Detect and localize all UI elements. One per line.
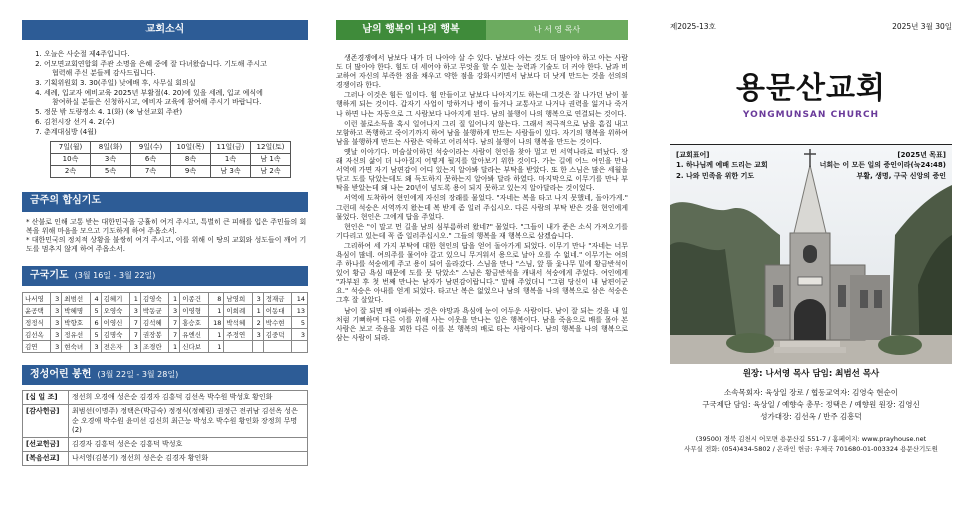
district-name-cell: 이종건 <box>180 293 208 305</box>
church-name: 용문산교회 <box>736 70 886 106</box>
table-cell: 7속 <box>131 165 171 177</box>
district-count-cell: 1 <box>169 341 180 353</box>
district-name-cell: 오영숙 <box>101 305 129 317</box>
table-row <box>23 305 308 317</box>
district-name-cell: 김석혜 <box>140 317 168 329</box>
essay-title: 남의 행복이 나의 행복 <box>336 20 486 40</box>
district-name-cell: 김중덕 <box>263 329 291 341</box>
district-name-cell: 박향호 <box>62 317 90 329</box>
news-item: 3. 기획위원회 3. 30(주일) 낮예배 후, 사무실 회의실 <box>44 79 308 88</box>
essay-paragraph: 옛날 이야기다. 머슴살이하던 석숭이라는 사람이 현인을 찾아 멀고 먼 서역나라로 떠났다. 장래 자신의 삶이 더 나아질지 어떻게 될지를 알아보기 위한 것이다. 가는 길에 어느 여인을 만나 서역에 가면 자기 남편감이 어디 있는지 알아봐 달라는 부탁을 받았다. 또 한 스님은 많은 세월을 닦고 도를 닦았는데도 왜 득도하지 못하는지 알아봐 달라 하였다. 마지막으로 이무기를 만나 부탁을 받았는데 왜 나는 20년이 넘도록 용이 되지 못하고 있는지 알아달라는 것이었다. <box>336 147 628 193</box>
district-name-cell: 정유선 <box>62 329 90 341</box>
essay-paragraph: 현인은 "이 말고 먼 길을 남의 심부름하러 왔네?" 물었다. "그들이 내가 준은 소식 가져오기를 기다리고 있는데 꼭 좀 일러주십시오." 그들의 행복을 재 행복으로 삼겠습니다. <box>336 222 628 240</box>
district-name-cell: 홍승호 <box>180 317 208 329</box>
table-row <box>23 451 308 465</box>
table-row <box>23 405 308 437</box>
district-count-cell: 1 <box>208 329 224 341</box>
district-name-cell: 전은자 <box>101 341 129 353</box>
district-count-cell: 3 <box>130 305 141 317</box>
essay-paragraph: 서역에 도착하여 현인에게 자신의 장래를 물었다. "자네는 복을 타고 나지 못했네, 돌아가게." 그런데 석숭은 서역까지 왔는데 복 받게 좀 일러 주십시오. 다른 사람의 부탁 받은 것을 현인에게 물었다. 현인은 그에게 답을 주었다. <box>336 194 628 221</box>
cover-column <box>640 0 960 528</box>
district-count-cell: 13 <box>292 305 308 317</box>
district-count-cell: 3 <box>51 317 62 329</box>
district-count-cell: 5 <box>90 329 101 341</box>
essay-paragraph: 이런 불로소득을 혹시 일어나지 그리 질 일어나지 않는다. 그래서 적극적으로 남을 흠집 내고 모함하고 폭행하고 죽이기까지 하여 남을 불행하게 만드는 사람들이 있다. 자기의 행복을 위하여 남을 불행하게 만드는 사람은 악하고 어리석다. 남의 불행이 나의 행복을 만드는 것이다. <box>336 119 628 146</box>
district-name-cell: 김명숙 <box>101 329 129 341</box>
district-count-cell: 1 <box>252 305 263 317</box>
district-name-cell: 박석혜 <box>224 317 252 329</box>
news-list <box>44 50 308 137</box>
table-cell: 남 2속 <box>251 165 291 177</box>
district-name-cell: 김영숙 <box>140 293 168 305</box>
news-item: 4. 세례, 입교자 예비교육 2025년 부활절(4. 20)에 있을 세례, 입교 예식에 참여하실 분들은 신청하시고, 예비자 교육에 참여해 주시기 바랍니다. <box>44 89 308 107</box>
table-cell: 11일(금) <box>211 141 251 153</box>
church-name-english: YONGMUNSAN CHURCH <box>742 109 880 120</box>
table-cell: 8속 <box>171 153 211 165</box>
offering-names: 최범선(이명주) 정택은(박금숙) 정정식(정혜림) 권정근 전귀남 김선옥 성은순 오경애 박수원 윤미선 김신희 최근능 박성오 박수원 황인화 장정희 무명(2) <box>69 405 308 437</box>
district-count-cell: 14 <box>292 293 308 305</box>
district-name-cell: 신다보 <box>180 341 208 353</box>
essay-author: 나 서 영 목사 <box>486 20 628 40</box>
district-count-cell: 1 <box>130 293 141 305</box>
district-count-cell: 3 <box>130 341 141 353</box>
news-item: 5. 정문 밖 도량정소 4. 1(화) (※ 남선교회 주관) <box>44 108 308 117</box>
table-cell: 6속 <box>131 153 171 165</box>
district-count-cell: 3 <box>51 293 62 305</box>
news-header: 교회소식 <box>22 20 308 40</box>
district-count-cell: 1 <box>208 341 224 353</box>
table-row <box>23 341 308 353</box>
staff-line: 구국제단 담임: 육상일 / 예향숙 총무: 정택은 / 예향원 원장: 김영신 <box>702 400 920 409</box>
table-cell: 남 3속 <box>211 165 251 177</box>
district-count-cell: 3 <box>51 341 62 353</box>
district-count-cell <box>292 341 308 353</box>
district-count-cell: 7 <box>130 317 141 329</box>
district-count-cell: 3 <box>292 329 308 341</box>
district-count-cell: 18 <box>208 317 224 329</box>
church-photo <box>670 144 952 364</box>
district-name-cell: 김연 <box>23 341 51 353</box>
district-count-cell: 1 <box>169 293 180 305</box>
news-item: 2. 어모면교회연합회 주관 소명을 은혜 중에 잘 다녀왔습니다. 기도해 주시고 협력해 주신 분들께 감사드립니다. <box>44 60 308 78</box>
table-row <box>23 293 308 305</box>
issue-number: 제2025-13호 <box>670 22 716 31</box>
table-row <box>23 437 308 451</box>
prayer-list <box>22 218 308 255</box>
district-count-cell: 5 <box>90 305 101 317</box>
essay-column <box>326 0 632 528</box>
district-count-cell: 3 <box>252 329 263 341</box>
district-name-cell: 이동대 <box>263 305 291 317</box>
district-name-cell: 김혜기 <box>101 293 129 305</box>
table-cell: 12일(토) <box>251 141 291 153</box>
district-prayer-header: 구국기도 (3월 16일 - 3월 22일) <box>22 266 308 286</box>
offering-label: [선교헌금] <box>23 437 69 451</box>
table-cell: 남 1속 <box>251 153 291 165</box>
table-cell: 1속 <box>211 153 251 165</box>
table-cell: 9속 <box>171 165 211 177</box>
prayer-item: * 산불로 인해 고통 받는 대한민국을 긍휼히 여겨 주시고, 특별히 큰 피해를 입은 주민들의 회복을 위해 마음을 모으고 기도하게 하여 주옵소서. <box>26 217 307 235</box>
table-cell: 10일(목) <box>171 141 211 153</box>
announcements-column <box>0 0 318 528</box>
staff-info <box>670 387 952 422</box>
goal-title: [2025년 목표] <box>897 150 946 159</box>
district-count-cell <box>252 341 263 353</box>
district-count-cell: 3 <box>51 329 62 341</box>
district-name-cell: 박동균 <box>140 305 168 317</box>
ministers-line: 원장: 나서영 목사 담임: 최범선 목사 <box>742 368 880 379</box>
motto-line: 2. 나와 민족을 위한 기도 <box>676 171 755 180</box>
news-item: 7. 춘계대심방 (4월) <box>44 128 308 137</box>
district-name-cell: 윤공택 <box>23 305 51 317</box>
table-row <box>23 329 308 341</box>
offering-label: [감사헌금] <box>23 405 69 437</box>
district-name-cell <box>224 341 252 353</box>
district-name-cell: 주정연 <box>224 329 252 341</box>
offering-label: [복음선교] <box>23 451 69 465</box>
table-cell: 2속 <box>51 165 91 177</box>
motto-line: 1. 하나님께 예배 드리는 교회 <box>676 161 768 169</box>
motto-title: [교회표어] <box>676 150 710 159</box>
year-goal <box>820 150 946 182</box>
district-name-cell: 유엔신 <box>180 329 208 341</box>
district-name-cell: 이영신 <box>101 317 129 329</box>
news-item: 6. 김천시장 선거 4. 2(수) <box>44 118 308 127</box>
offering-names: 김경자 김흥덕 성은순 김흥덕 박성호 <box>69 437 308 451</box>
essay-paragraph: 남이 잘 되면 배 아파하는 것은 야망과 욕심에 눈이 어두운 사람이다. 남이 잘 되는 것을 내 일처럼 기뻐하며 다른 이를 위해 사는 이웃을 만나는 일은 행복이다. 남을 죽음으로 배를 몰아 본 사람은 보고 죽음을 꾀한 다른 이를 본 행복의 배로 타는 사람이다. 남의 행복을 나의 행복으로 삼는 사람이 되라. <box>336 306 628 342</box>
news-item: 1. 오늘은 사순절 제4주입니다. <box>44 50 308 59</box>
table-row <box>23 391 308 405</box>
table-cell: 3속 <box>91 153 131 165</box>
district-name-cell: 이영형 <box>180 305 208 317</box>
goal-line: 부활, 생명, 구국 신앙의 증인 <box>856 171 946 180</box>
district-count-cell: 8 <box>208 293 224 305</box>
district-name-cell: 이희례 <box>224 305 252 317</box>
district-count-cell: 3 <box>252 293 263 305</box>
offering-names: 정선희 오경애 성은순 김경자 김흥덕 김선옥 박수원 박성호 황인화 <box>69 391 308 405</box>
district-prayer-table <box>22 292 308 353</box>
visitation-schedule-table <box>50 141 291 178</box>
district-name-cell: 최범선 <box>62 293 90 305</box>
staff-line: 성가대장: 김선옥 / 반주 김흥덕 <box>760 411 862 421</box>
district-count-cell: 4 <box>90 293 101 305</box>
phone-account-line: 사무실 전화: (054)434-5802 / 온라인 헌금: 우체국 701680-01-003324 용문산기도원 <box>684 445 938 454</box>
issue-line <box>670 22 952 32</box>
issue-date: 2025년 3월 30일 <box>892 22 952 31</box>
table-cell: 10속 <box>51 153 91 165</box>
district-name-cell: 박수현 <box>263 317 291 329</box>
district-count-cell: 7 <box>130 329 141 341</box>
table-cell: 8일(화) <box>91 141 131 153</box>
offering-header: 정성어린 봉헌 (3월 22일 - 3월 28일) <box>22 365 308 385</box>
essay-body <box>336 54 628 343</box>
prayer-item: * 대한민국의 정치적 상황을 불쌍히 여겨 주시고, 이를 위해 이 땅의 교회와 성도들이 깨어 기도를 멈추지 않게 하여 주옵소서. <box>26 236 307 254</box>
district-name-cell: 조경란 <box>140 341 168 353</box>
district-count-cell: 5 <box>292 317 308 329</box>
goal-line: 너희는 이 모든 일의 증인이라(눅24:48) <box>819 161 946 169</box>
district-name-cell: 나서영 <box>23 293 51 305</box>
offering-label: [십 일 조] <box>23 391 69 405</box>
district-count-cell: 3 <box>169 305 180 317</box>
contact-footer <box>670 434 952 454</box>
church-theme <box>676 150 946 182</box>
district-count-cell: 7 <box>169 329 180 341</box>
district-name-cell: 정재금 <box>263 293 291 305</box>
district-name-cell <box>263 341 291 353</box>
district-count-cell: 3 <box>90 341 101 353</box>
district-count-cell: 2 <box>252 317 263 329</box>
address-line: (39500) 경북 김천시 어모면 용문산길 551-7 / 홈페이지: www.prayhouse.net <box>695 435 927 444</box>
district-name-cell: 김선옥 <box>23 329 51 341</box>
district-count-cell: 1 <box>208 305 224 317</box>
church-motto <box>676 150 768 182</box>
district-name-cell: 박혜명 <box>62 305 90 317</box>
district-count-cell: 3 <box>51 305 62 317</box>
offering-names: 나서영(김봉기) 정선희 성은순 김경자 황인화 <box>69 451 308 465</box>
table-cell: 7일(월) <box>51 141 91 153</box>
table-cell: 9일(수) <box>131 141 171 153</box>
district-name-cell: 정정식 <box>23 317 51 329</box>
essay-paragraph: 생존경쟁에서 남보다 내가 더 나아야 살 수 있다. 남보다 아는 것도 더 많아야 하고 아는 사람도 더 많아야 한다. 힘도 더 세어야 하고 무엇을 할 수 있는 능력과 기술도 더 커야 한다. 남과 비교하여 자신의 부족한 점을 채우고 약한 점을 강화시키면서 남보다 더 낫게 만드는 것을 선의의 경쟁이라 한다. <box>336 54 628 90</box>
staff-line: 소속목회자: 육상일 장로 / 협동교역자: 김영숙 현순이 <box>723 388 899 398</box>
essay-header <box>336 20 628 40</box>
table-cell: 5속 <box>91 165 131 177</box>
district-count-cell: 6 <box>90 317 101 329</box>
essay-paragraph: 그러나 이것은 힘든 일이다. 힘 안들이고 남보다 나아지기도 하는데 그것은 잘 나가던 남이 불행하게 되는 것이다. 갑자기 사업이 망하거나 병이 들거나 교통사고 나거나 권력을 잃거나 죽거나 하면 나는 자동으로 그 사람보다 나아지게 된다. 남의 불행이 나의 행복으로 연결되는 것이다. <box>336 91 628 118</box>
district-name-cell: 권장봉 <box>140 329 168 341</box>
prayer-header: 금주의 합심기도 <box>22 192 308 212</box>
table-row <box>23 317 308 329</box>
essay-paragraph: 그리하여 세 가지 부탁에 대한 현인의 답을 얻어 돌아가게 되었다. 이무기 만나 "자네는 너무 욕심이 많네. 여의주를 물어야 갈고 있으니 무거워서 용으로 날아 오를 수 없네." 이무기는 여의주 하나를 석숭에게 주고 용이 되어 올라갔다. 스님을 만나 "스님, 앞 뜰 옻나무 밑에 황금반석이 있어 황금 욕심 때문에 도를 못 닦았소" 스님은 황금반석을 캐내서 석숭에게 주었다. 여인에게 "과부된 후 첫 번째 만나는 남자가 남편감이랍니다." 말해 주었더니 "그럼 당신이 내 남편이군요." 석숭은 아내를 얻게 되었다. 타고난 복은 없었으나 남의 행복을 나의 행복으로 삼은 석숭은 그후 잘 살았다. <box>336 241 628 305</box>
offering-table <box>22 390 308 466</box>
district-name-cell: 현숙녀 <box>62 341 90 353</box>
district-name-cell: 남영희 <box>224 293 252 305</box>
district-count-cell: 7 <box>169 317 180 329</box>
